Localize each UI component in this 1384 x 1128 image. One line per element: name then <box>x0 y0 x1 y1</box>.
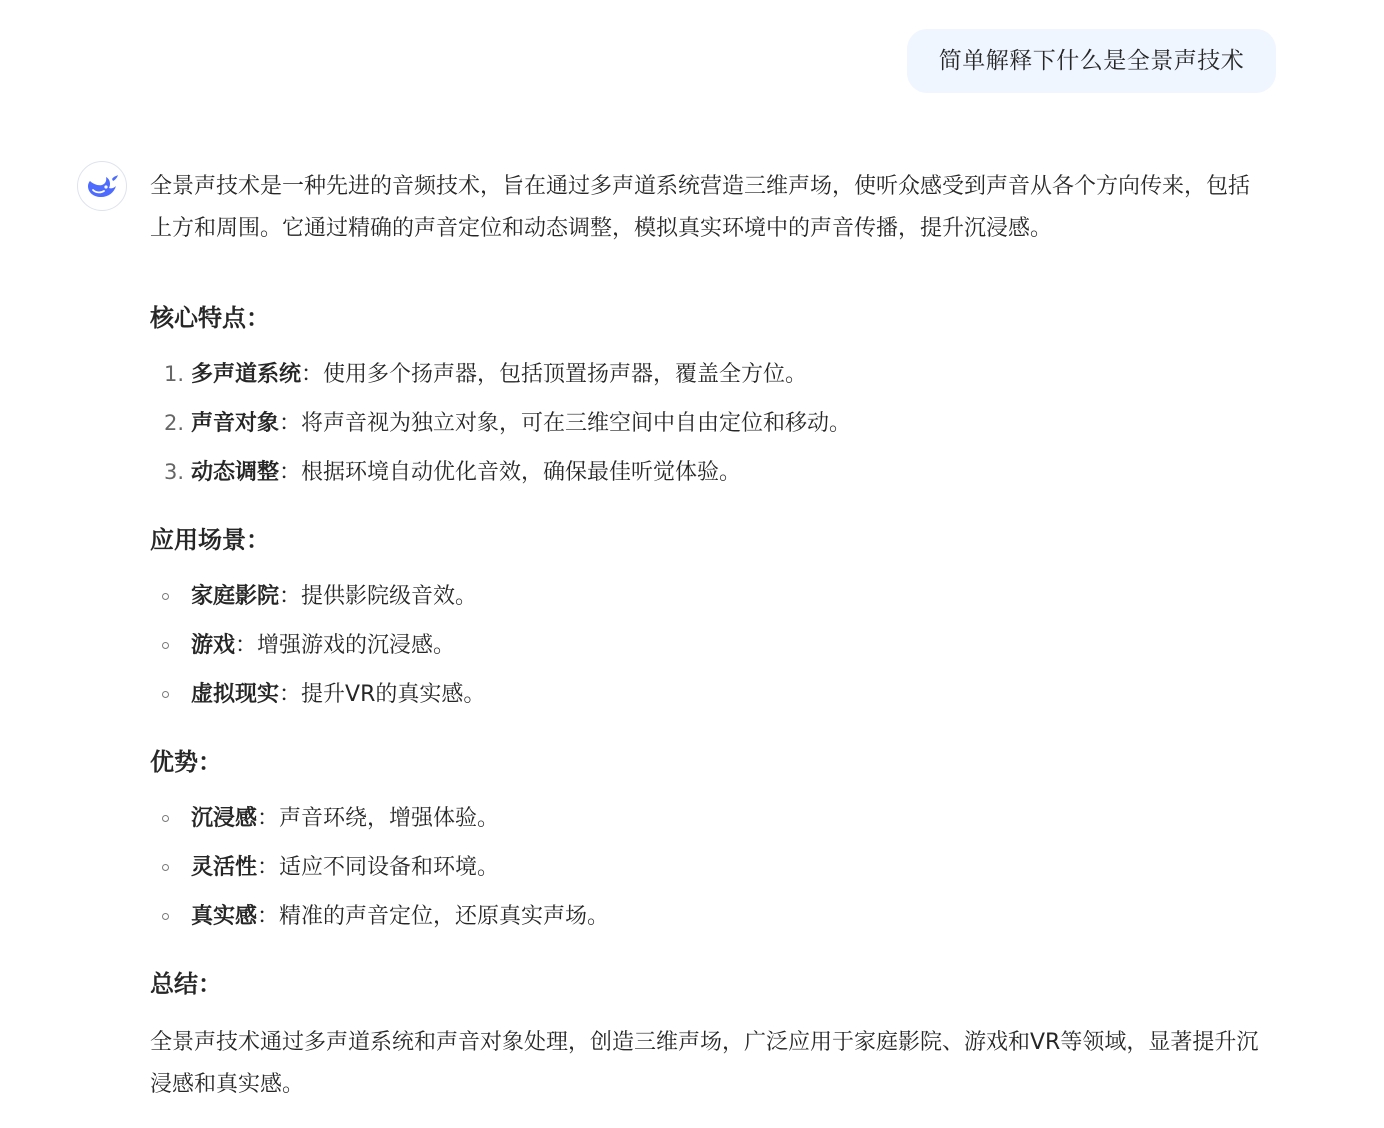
list-item <box>150 892 1270 941</box>
item-term: 虚拟现实 <box>191 682 280 707</box>
whale-logo-icon <box>85 173 119 199</box>
item-term: 动态调整 <box>191 460 280 485</box>
item-separator: ： <box>279 584 302 609</box>
item-term: 沉浸感 <box>191 806 258 831</box>
intro-paragraph: 全景声技术是一种先进的音频技术，旨在通过多声道系统营造三维声场，使听众感受到声音从各个方向传来，包括上方和周围。它通过精确的声音定位和动态调整，模拟真实环境中的声音传播，提升沉浸感。 <box>150 174 1251 241</box>
item-description: 提升VR的真实感。 <box>301 682 486 707</box>
bullet-icon <box>162 913 169 920</box>
list-item <box>150 399 1270 448</box>
item-separator: ： <box>279 682 302 707</box>
item-separator: ： <box>257 806 280 831</box>
user-message-bubble <box>907 29 1276 93</box>
item-term: 游戏 <box>191 633 236 658</box>
item-term: 多声道系统 <box>191 362 302 387</box>
advantages-list <box>150 794 1270 941</box>
item-description: 适应不同设备和环境。 <box>279 855 500 880</box>
list-number: 2. <box>164 411 185 435</box>
list-item <box>150 448 1270 497</box>
assistant-avatar <box>77 161 127 211</box>
item-description: 提供影院级音效。 <box>301 584 478 609</box>
item-separator: ： <box>235 633 258 658</box>
section-heading-core-features: 核心特点： <box>150 304 270 332</box>
list-number: 1. <box>164 362 185 386</box>
list-item <box>150 350 1270 399</box>
bullet-icon <box>162 864 169 871</box>
section-heading-summary: 总结： <box>150 970 222 998</box>
summary-paragraph: 全景声技术通过多声道系统和声音对象处理，创造三维声场，广泛应用于家庭影院、游戏和VR等领域，显著提升沉浸感和真实感。 <box>150 1030 1259 1097</box>
item-separator: ： <box>257 904 280 929</box>
item-separator: ： <box>257 855 280 880</box>
item-separator: ： <box>279 411 302 436</box>
core-features-list <box>150 350 1270 497</box>
applications-list <box>150 572 1270 719</box>
item-term: 家庭影院 <box>191 584 280 609</box>
list-number: 3. <box>164 460 185 484</box>
assistant-answer <box>150 166 1270 1106</box>
item-description: 精准的声音定位，还原真实声场。 <box>279 904 610 929</box>
list-item <box>150 843 1270 892</box>
item-separator: ： <box>301 362 324 387</box>
user-message-text: 简单解释下什么是全景声技术 <box>938 48 1245 74</box>
section-heading-advantages: 优势： <box>150 748 222 776</box>
list-item <box>150 670 1270 719</box>
item-term: 灵活性 <box>191 855 258 880</box>
item-description: 增强游戏的沉浸感。 <box>257 633 456 658</box>
item-separator: ： <box>279 460 302 485</box>
item-term: 真实感 <box>191 904 258 929</box>
item-description: 根据环境自动优化音效，确保最佳听觉体验。 <box>301 460 742 485</box>
item-description: 声音环绕，增强体验。 <box>279 806 500 831</box>
list-item <box>150 621 1270 670</box>
list-item <box>150 572 1270 621</box>
bullet-icon <box>162 815 169 822</box>
bullet-icon <box>162 593 169 600</box>
item-description: 将声音视为独立对象，可在三维空间中自由定位和移动。 <box>301 411 852 436</box>
item-term: 声音对象 <box>191 411 280 436</box>
list-item <box>150 794 1270 843</box>
bullet-icon <box>162 642 169 649</box>
bullet-icon <box>162 691 169 698</box>
item-description: 使用多个扬声器，包括顶置扬声器，覆盖全方位。 <box>323 362 808 387</box>
section-heading-applications: 应用场景： <box>150 526 270 554</box>
